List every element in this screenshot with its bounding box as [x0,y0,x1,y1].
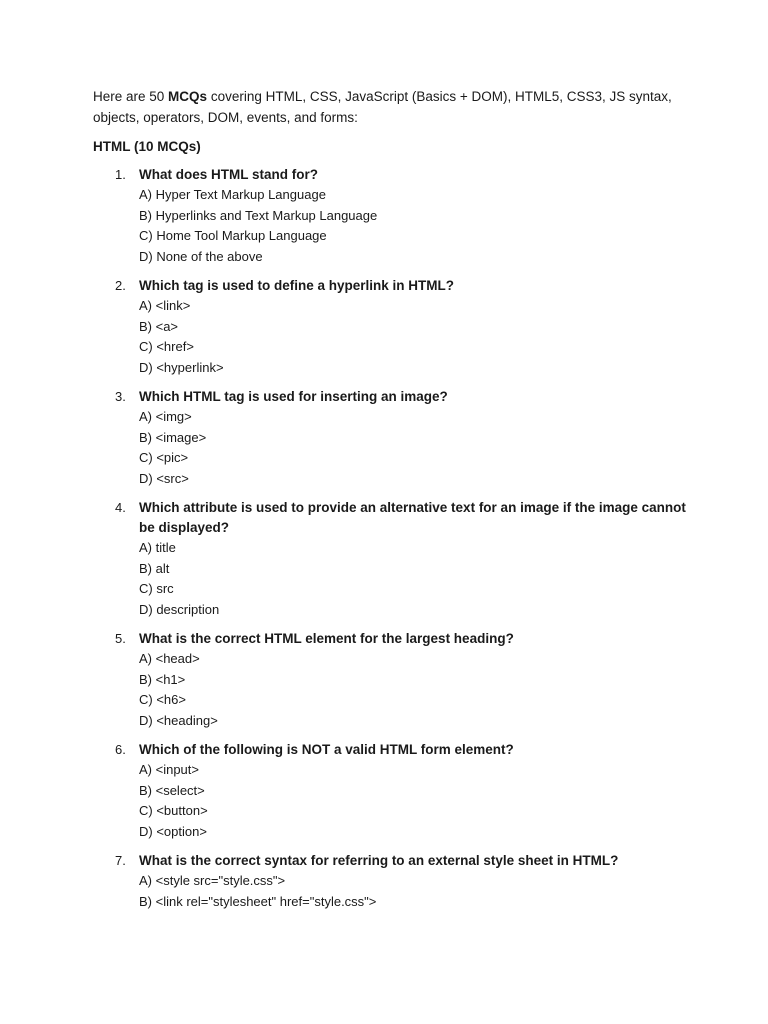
answer-option: A) <input> [139,762,199,777]
answer-option: B) <h1> [139,671,186,687]
answer-option: D) None of the above [139,248,263,264]
answer-option: A) title [139,540,176,555]
question-text: What is the correct HTML element for the largest heading? [139,631,514,646]
answer-option: B) <select> [139,782,205,798]
answer-option: A) Hyper Text Markup Language [139,187,326,202]
answer-option: B) <image> [139,429,207,445]
question-number: 6. [115,742,126,757]
question-number: 1. [115,167,126,182]
answer-option: C) <pic> [139,450,189,465]
question-item [93,740,693,842]
answer-option: D) description [139,601,220,617]
question-text: Which attribute is used to provide an alternative text for an image if the image cannot be displayed? [139,500,686,535]
intro-bold-term: MCQs [168,89,208,104]
question-text: Which of the following is NOT a valid HTML form element? [139,742,514,757]
question-number: 5. [115,631,126,646]
answer-option: A) <style src="style.css"> [139,873,286,888]
question-text: Which tag is used to define a hyperlink in HTML? [139,278,455,293]
question-item [93,276,693,378]
answer-option: C) Home Tool Markup Language [139,228,327,243]
answer-option: D) <src> [139,470,189,486]
question-text: What does HTML stand for? [139,167,318,182]
answer-option: B) <a> [139,318,179,334]
question-text: What is the correct syntax for referring to an external style sheet in HTML? [139,853,619,868]
question-item [93,498,693,620]
answer-option: D) <hyperlink> [139,359,224,375]
answer-option: A) <head> [139,651,200,666]
question-item [93,165,693,267]
answer-option: A) <img> [139,409,192,424]
question-number: 7. [115,853,126,868]
answer-option: B) alt [139,560,170,576]
question-list [93,165,693,912]
section-heading: HTML (10 MCQs) [93,139,201,154]
question-text: Which HTML tag is used for inserting an image? [139,389,448,404]
intro-suffix: covering HTML, CSS, JavaScript (Basics + DOM), HTML5, CSS3, JS syntax, objects, operators, DOM, events, and forms: [93,89,672,125]
question-item [93,851,693,912]
question-number: 4. [115,500,126,515]
answer-option: D) <heading> [139,712,218,728]
answer-option: D) <option> [139,823,207,839]
intro-prefix: Here are 50 [93,89,169,104]
answer-option: B) Hyperlinks and Text Markup Language [139,207,378,223]
answer-option: B) <link rel="stylesheet" href="style.css"> [139,893,377,909]
answer-option: C) <h6> [139,692,186,707]
question-item [93,629,693,731]
answer-option: C) <button> [139,803,208,818]
answer-option: A) <link> [139,298,191,313]
question-number: 2. [115,278,126,293]
question-item [93,387,693,489]
intro-paragraph [93,86,693,128]
question-number: 3. [115,389,126,404]
answer-option: C) <href> [139,339,194,354]
document-content [93,86,693,921]
answer-option: C) src [139,581,174,596]
